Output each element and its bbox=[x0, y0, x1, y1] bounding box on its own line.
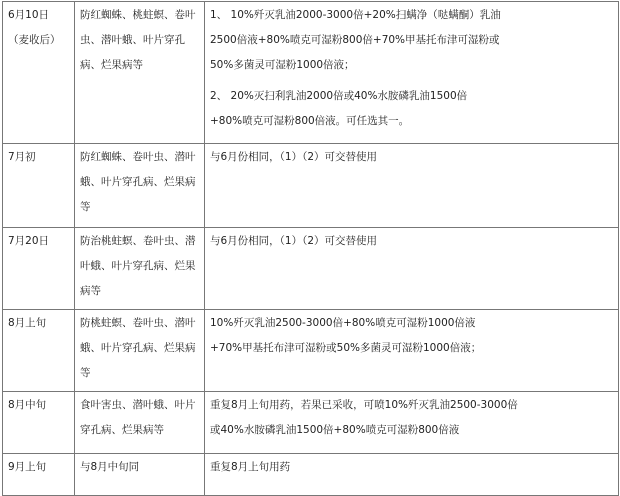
treatment-line: 与6月份相同，（1）（2）可交替使用 bbox=[210, 151, 378, 163]
target-cell bbox=[75, 392, 205, 454]
target-text: 与8月中旬同 bbox=[80, 461, 140, 473]
target-text: 防治桃蛀螟、卷叶虫、潜叶蛾、叶片穿孔病、烂果病等 bbox=[80, 235, 196, 297]
target-text: 防红蜘蛛、卷叶虫、潜叶蛾、叶片穿孔病、烂果病等 bbox=[80, 151, 196, 213]
table-row bbox=[3, 144, 619, 228]
treatment-cell bbox=[205, 310, 619, 392]
period-text: 7月20日 bbox=[8, 235, 50, 247]
period-text: 7月初 bbox=[8, 151, 36, 163]
table-row bbox=[3, 2, 619, 144]
target-cell bbox=[75, 2, 205, 144]
treatment-line: 10%歼灭乳油2500-3000倍+80%喷克可湿粉1000倍液 bbox=[210, 317, 476, 329]
period-cell bbox=[3, 2, 75, 144]
target-cell bbox=[75, 310, 205, 392]
table-row bbox=[3, 228, 619, 310]
target-text: 防红蜘蛛、桃蛀螟、卷叶虫、潜叶蛾、叶片穿孔病、烂果病等 bbox=[80, 9, 196, 71]
treatment-cell bbox=[205, 144, 619, 228]
treatment-line: 50%多菌灵可湿粉1000倍液； bbox=[210, 59, 355, 71]
treatment-line: 2500倍液+80%喷克可湿粉800倍+70%甲基托布津可湿粉或 bbox=[210, 34, 500, 46]
treatment-line: 重复8月上旬用药，若果已采收，可喷10%歼灭乳油2500-3000倍 bbox=[210, 399, 518, 411]
period-cell bbox=[3, 310, 75, 392]
period-cell bbox=[3, 392, 75, 454]
target-cell bbox=[75, 454, 205, 496]
period-text: （麦收后） bbox=[8, 34, 61, 46]
spray-schedule-table bbox=[2, 1, 619, 496]
treatment-line: 1、 10%歼灭乳油2000-3000倍+20%扫螨净（哒螨酮）乳油 bbox=[210, 9, 501, 21]
period-text: 8月上旬 bbox=[8, 317, 47, 329]
target-cell bbox=[75, 228, 205, 310]
period-text: 9月上旬 bbox=[8, 461, 47, 473]
treatment-line: 与6月份相同，（1）（2）可交替使用 bbox=[210, 235, 378, 247]
period-cell bbox=[3, 454, 75, 496]
treatment-line: 2、 20%灭扫利乳油2000倍或40%水胺磷乳油1500倍 bbox=[210, 90, 468, 102]
treatment-line: +80%喷克可湿粉800倍液。可任选其一。 bbox=[210, 115, 410, 127]
target-text: 防桃蛀螟、卷叶虫、潜叶蛾、叶片穿孔病、烂果病等 bbox=[80, 317, 196, 379]
treatment-line: 重复8月上旬用药 bbox=[210, 461, 291, 473]
treatment-line: 或40%水胺磷乳油1500倍+80%喷克可湿粉800倍液 bbox=[210, 424, 460, 436]
period-cell bbox=[3, 144, 75, 228]
treatment-cell bbox=[205, 392, 619, 454]
period-cell bbox=[3, 228, 75, 310]
table-row bbox=[3, 454, 619, 496]
treatment-cell bbox=[205, 228, 619, 310]
table-row bbox=[3, 392, 619, 454]
target-text: 食叶害虫、潜叶蛾、叶片穿孔病、烂果病等 bbox=[80, 399, 196, 436]
period-text: 6月10日 bbox=[8, 9, 50, 21]
treatment-cell bbox=[205, 454, 619, 496]
table-row bbox=[3, 310, 619, 392]
target-cell bbox=[75, 144, 205, 228]
treatment-line: +70%甲基托布津可湿粉或50%多菌灵可湿粉1000倍液； bbox=[210, 342, 482, 354]
treatment-cell bbox=[205, 2, 619, 144]
period-text: 8月中旬 bbox=[8, 399, 47, 411]
